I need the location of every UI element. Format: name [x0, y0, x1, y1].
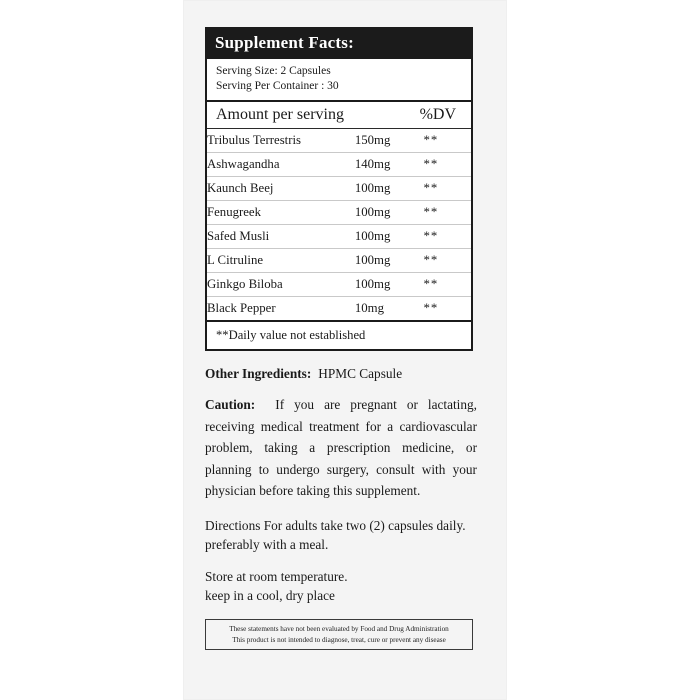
ingredient-amount: 10mg	[355, 296, 424, 321]
ingredient-dv: **	[423, 152, 471, 176]
amount-per-serving-header	[207, 102, 471, 129]
ingredient-dv: **	[423, 296, 471, 321]
ingredient-name: Fenugreek	[207, 200, 355, 224]
ingredient-name: Tribulus Terrestris	[207, 129, 355, 153]
ingredient-dv: **	[423, 248, 471, 272]
serving-info	[207, 59, 471, 102]
table-row	[207, 200, 471, 224]
ingredient-amount: 100mg	[355, 200, 424, 224]
serving-per-container: Serving Per Container : 30	[216, 80, 339, 93]
other-ingredients-label: Other Ingredients:	[205, 365, 312, 381]
ingredient-amount: 140mg	[355, 152, 424, 176]
table-row	[207, 272, 471, 296]
table-row	[207, 296, 471, 321]
ingredient-name: Black Pepper	[207, 296, 355, 321]
storage-line-2: keep in a cool, dry place	[205, 587, 335, 603]
amount-per-serving-label: Amount per serving	[216, 105, 344, 123]
ingredient-name: Safed Musli	[207, 224, 355, 248]
caution-text: If you are pregnant or lactating, receiving medical treatment for a cardiovascular problem, taking a prescription medicine, or planning to undergo surgery, consult with your physician before taking this supplement.	[205, 397, 478, 499]
ingredient-amount: 100mg	[355, 224, 424, 248]
storage-instructions	[205, 568, 477, 605]
ingredient-amount: 150mg	[355, 129, 424, 153]
serving-size: Serving Size: 2 Capsules	[216, 64, 331, 77]
fda-disclaimer-line-2: This product is not intended to diagnose, treat, cure or prevent any disease	[232, 635, 446, 644]
ingredient-name: L Citruline	[207, 248, 355, 272]
fda-disclaimer	[205, 619, 473, 650]
caution-label: Caution:	[205, 397, 256, 412]
ingredient-name: Kaunch Beej	[207, 176, 355, 200]
table-row	[207, 129, 471, 153]
storage-line-1: Store at room temperature.	[205, 569, 348, 585]
label-content	[205, 27, 485, 650]
ingredient-dv: **	[423, 200, 471, 224]
ingredient-dv: **	[423, 176, 471, 200]
ingredient-dv: **	[423, 129, 471, 153]
fda-disclaimer-line-1: These statements have not been evaluated by Food and Drug Administration	[229, 625, 449, 634]
directions-text: Directions For adults take two (2) capsules daily. preferably with a meal.	[205, 517, 466, 552]
ingredient-name: Ginkgo Biloba	[207, 272, 355, 296]
table-row	[207, 176, 471, 200]
supplement-label-panel	[183, 0, 507, 700]
supplement-facts-title: Supplement Facts:	[207, 29, 471, 59]
label-body-copy	[205, 365, 477, 651]
other-ingredients	[205, 365, 477, 382]
ingredient-amount: 100mg	[355, 248, 424, 272]
table-row	[207, 224, 471, 248]
supplement-facts-box	[205, 27, 473, 351]
caution-paragraph	[205, 394, 477, 502]
table-row	[207, 152, 471, 176]
ingredient-amount: 100mg	[355, 272, 424, 296]
ingredients-table	[207, 129, 471, 322]
ingredient-amount: 100mg	[355, 176, 424, 200]
ingredient-name: Ashwagandha	[207, 152, 355, 176]
daily-value-label: %DV	[419, 105, 456, 123]
ingredient-dv: **	[423, 224, 471, 248]
ingredient-dv: **	[423, 272, 471, 296]
table-row	[207, 248, 471, 272]
other-ingredients-value: HPMC Capsule	[318, 365, 403, 381]
daily-value-footnote: **Daily value not established	[216, 327, 366, 342]
